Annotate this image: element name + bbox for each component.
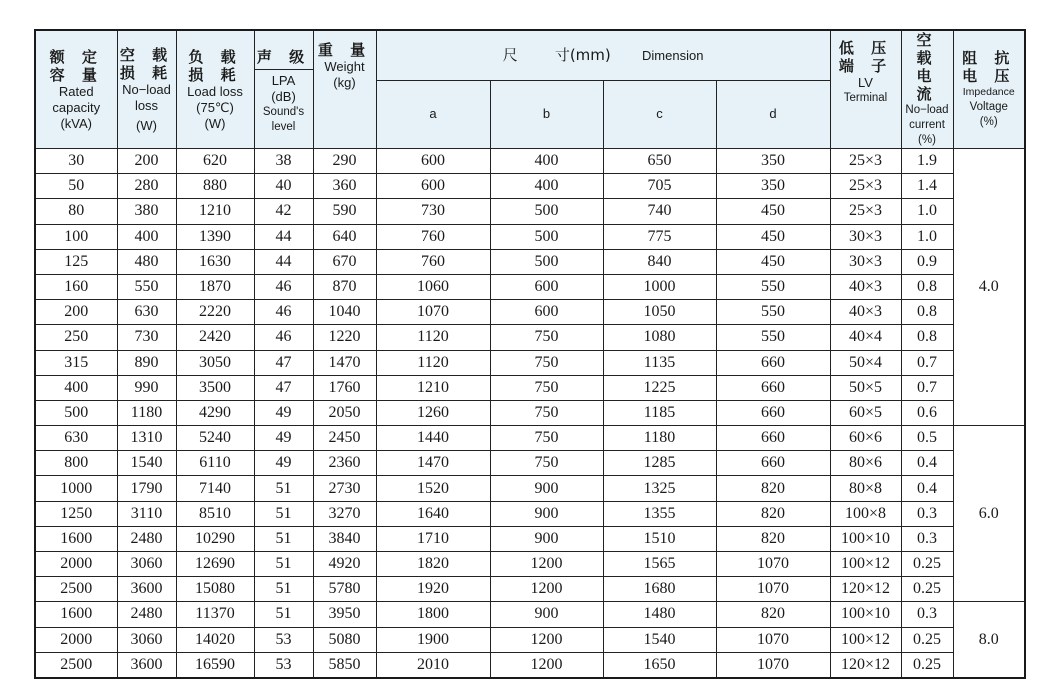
- cell-noload-current: 0.9: [901, 249, 953, 274]
- cell-noload-current: 0.8: [901, 274, 953, 299]
- cell-a: 1640: [376, 501, 490, 526]
- table-row: [35, 199, 1025, 224]
- cell-a: 1520: [376, 476, 490, 501]
- cell-load-loss: 1630: [176, 249, 254, 274]
- cell-sound: 51: [254, 476, 313, 501]
- cell-b: 750: [490, 426, 603, 451]
- cell-b: 750: [490, 375, 603, 400]
- cell-lv-terminal: 80×8: [830, 476, 901, 501]
- table-row: [35, 476, 1025, 501]
- cell-weight: 2050: [313, 400, 376, 425]
- cell-lv-terminal: 25×3: [830, 199, 901, 224]
- cell-b: 600: [490, 300, 603, 325]
- cell-sound: 38: [254, 149, 313, 174]
- cell-load-loss: 10290: [176, 526, 254, 551]
- cell-c: 840: [603, 249, 716, 274]
- cell-noload-loss: 380: [117, 199, 176, 224]
- cell-weight: 870: [313, 274, 376, 299]
- cell-d: 550: [716, 274, 830, 299]
- cell-c: 1325: [603, 476, 716, 501]
- cell-load-loss: 1870: [176, 274, 254, 299]
- cell-b: 900: [490, 501, 603, 526]
- cell-d: 1070: [716, 652, 830, 678]
- cell-b: 500: [490, 224, 603, 249]
- cell-d: 550: [716, 300, 830, 325]
- cell-load-loss: 8510: [176, 501, 254, 526]
- cell-noload-loss: 990: [117, 375, 176, 400]
- cell-b: 750: [490, 451, 603, 476]
- cell-capacity: 250: [35, 325, 117, 350]
- cell-d: 1070: [716, 552, 830, 577]
- cell-noload-current: 0.7: [901, 375, 953, 400]
- cell-c: 1650: [603, 652, 716, 678]
- cell-capacity: 200: [35, 300, 117, 325]
- cell-weight: 5780: [313, 577, 376, 602]
- cell-c: 1510: [603, 526, 716, 551]
- cell-c: 1565: [603, 552, 716, 577]
- cell-noload-loss: 730: [117, 325, 176, 350]
- cell-capacity: 630: [35, 426, 117, 451]
- table-row: [35, 224, 1025, 249]
- cell-a: 1820: [376, 552, 490, 577]
- cell-load-loss: 2420: [176, 325, 254, 350]
- cell-noload-loss: 400: [117, 224, 176, 249]
- cell-b: 400: [490, 174, 603, 199]
- cell-c: 1355: [603, 501, 716, 526]
- cell-d: 820: [716, 526, 830, 551]
- cell-sound: 46: [254, 300, 313, 325]
- table-row: [35, 627, 1025, 652]
- header-dim-d: d: [716, 80, 830, 148]
- cell-a: 1920: [376, 577, 490, 602]
- cell-noload-loss: 1310: [117, 426, 176, 451]
- cell-load-loss: 15080: [176, 577, 254, 602]
- cell-sound: 49: [254, 426, 313, 451]
- cell-sound: 40: [254, 174, 313, 199]
- cell-capacity: 125: [35, 249, 117, 274]
- cell-lv-terminal: 40×4: [830, 325, 901, 350]
- cell-weight: 1760: [313, 375, 376, 400]
- cell-capacity: 800: [35, 451, 117, 476]
- cell-d: 660: [716, 451, 830, 476]
- cell-lv-terminal: 30×3: [830, 224, 901, 249]
- cell-load-loss: 7140: [176, 476, 254, 501]
- table-row: [35, 501, 1025, 526]
- cell-load-loss: 1210: [176, 199, 254, 224]
- cell-d: 820: [716, 476, 830, 501]
- cell-noload-current: 0.3: [901, 602, 953, 627]
- cell-weight: 2360: [313, 451, 376, 476]
- cell-load-loss: 11370: [176, 602, 254, 627]
- cell-load-loss: 620: [176, 149, 254, 174]
- cell-a: 760: [376, 249, 490, 274]
- table-row: [35, 325, 1025, 350]
- cell-noload-loss: 3600: [117, 652, 176, 678]
- cell-noload-loss: 1180: [117, 400, 176, 425]
- cell-d: 450: [716, 224, 830, 249]
- spec-sheet: [34, 29, 1024, 679]
- cell-capacity: 500: [35, 400, 117, 425]
- cell-b: 1200: [490, 552, 603, 577]
- cell-b: 900: [490, 526, 603, 551]
- cell-lv-terminal: 80×6: [830, 451, 901, 476]
- cell-d: 1070: [716, 627, 830, 652]
- cell-noload-current: 0.3: [901, 526, 953, 551]
- cell-d: 550: [716, 325, 830, 350]
- cell-load-loss: 2220: [176, 300, 254, 325]
- cell-a: 2010: [376, 652, 490, 678]
- cell-a: 600: [376, 174, 490, 199]
- cell-noload-loss: 630: [117, 300, 176, 325]
- cell-noload-current: 0.4: [901, 476, 953, 501]
- cell-noload-loss: 1790: [117, 476, 176, 501]
- cell-impedance-voltage: 6.0: [953, 426, 1025, 602]
- cell-sound: 46: [254, 325, 313, 350]
- cell-lv-terminal: 60×5: [830, 400, 901, 425]
- cell-a: 1260: [376, 400, 490, 425]
- cell-noload-current: 1.9: [901, 149, 953, 174]
- header-weight: 重 量 Weight (kg): [313, 30, 376, 149]
- cell-noload-current: 0.25: [901, 552, 953, 577]
- table-row: [35, 577, 1025, 602]
- cell-a: 730: [376, 199, 490, 224]
- cell-d: 660: [716, 426, 830, 451]
- cell-a: 1800: [376, 602, 490, 627]
- cell-a: 1710: [376, 526, 490, 551]
- cell-d: 450: [716, 249, 830, 274]
- cell-sound: 53: [254, 627, 313, 652]
- table-row: [35, 552, 1025, 577]
- cell-noload-loss: 3600: [117, 577, 176, 602]
- cell-weight: 4920: [313, 552, 376, 577]
- cell-a: 1060: [376, 274, 490, 299]
- cell-c: 740: [603, 199, 716, 224]
- cell-noload-loss: 200: [117, 149, 176, 174]
- cell-sound: 49: [254, 451, 313, 476]
- cell-a: 1440: [376, 426, 490, 451]
- cell-noload-loss: 3060: [117, 627, 176, 652]
- cell-sound: 53: [254, 652, 313, 678]
- cell-load-loss: 880: [176, 174, 254, 199]
- cell-weight: 5850: [313, 652, 376, 678]
- cell-lv-terminal: 100×12: [830, 627, 901, 652]
- cell-noload-current: 0.5: [901, 426, 953, 451]
- cell-load-loss: 3050: [176, 350, 254, 375]
- cell-weight: 2730: [313, 476, 376, 501]
- cell-capacity: 2000: [35, 552, 117, 577]
- header-dim-c: c: [603, 80, 716, 148]
- cell-lv-terminal: 100×12: [830, 552, 901, 577]
- cell-c: 1050: [603, 300, 716, 325]
- cell-load-loss: 12690: [176, 552, 254, 577]
- header-load-loss: 负 载 损 耗 Load loss (75℃) (W): [176, 30, 254, 149]
- table-row: [35, 400, 1025, 425]
- cell-a: 600: [376, 149, 490, 174]
- cell-b: 750: [490, 325, 603, 350]
- header-noload-loss: 空 载 损 耗 No−load loss (W): [117, 30, 176, 149]
- table-row: [35, 249, 1025, 274]
- table-row: [35, 375, 1025, 400]
- header-dimension: 尺 寸(mm) Dimension: [376, 30, 830, 80]
- cell-capacity: 30: [35, 149, 117, 174]
- cell-c: 1000: [603, 274, 716, 299]
- cell-impedance-voltage: 4.0: [953, 149, 1025, 426]
- cell-noload-current: 0.25: [901, 577, 953, 602]
- table-header: [35, 30, 1025, 149]
- cell-capacity: 400: [35, 375, 117, 400]
- cell-lv-terminal: 25×3: [830, 174, 901, 199]
- cell-sound: 44: [254, 249, 313, 274]
- cell-weight: 1040: [313, 300, 376, 325]
- cell-impedance-voltage: 8.0: [953, 602, 1025, 678]
- cell-b: 1200: [490, 577, 603, 602]
- cell-noload-loss: 2480: [117, 526, 176, 551]
- cell-d: 660: [716, 350, 830, 375]
- cell-weight: 3950: [313, 602, 376, 627]
- table-row: [35, 652, 1025, 678]
- cell-c: 1285: [603, 451, 716, 476]
- cell-b: 500: [490, 249, 603, 274]
- cell-weight: 2450: [313, 426, 376, 451]
- cell-lv-terminal: 50×4: [830, 350, 901, 375]
- cell-a: 1470: [376, 451, 490, 476]
- cell-c: 705: [603, 174, 716, 199]
- table-row: [35, 300, 1025, 325]
- table-row: [35, 174, 1025, 199]
- cell-b: 400: [490, 149, 603, 174]
- cell-d: 660: [716, 375, 830, 400]
- cell-lv-terminal: 120×12: [830, 577, 901, 602]
- cell-capacity: 1600: [35, 602, 117, 627]
- cell-weight: 360: [313, 174, 376, 199]
- table-row: [35, 526, 1025, 551]
- cell-b: 500: [490, 199, 603, 224]
- table-row: [35, 426, 1025, 451]
- cell-noload-current: 0.6: [901, 400, 953, 425]
- cell-c: 1180: [603, 426, 716, 451]
- table-row: [35, 350, 1025, 375]
- cell-a: 1900: [376, 627, 490, 652]
- cell-weight: 5080: [313, 627, 376, 652]
- cell-capacity: 50: [35, 174, 117, 199]
- cell-c: 1080: [603, 325, 716, 350]
- cell-load-loss: 4290: [176, 400, 254, 425]
- cell-capacity: 160: [35, 274, 117, 299]
- header-dim-a: a: [376, 80, 490, 148]
- cell-a: 1070: [376, 300, 490, 325]
- transformer-spec-table: [34, 29, 1026, 679]
- cell-noload-current: 0.25: [901, 627, 953, 652]
- cell-load-loss: 16590: [176, 652, 254, 678]
- cell-noload-current: 1.4: [901, 174, 953, 199]
- cell-noload-current: 0.4: [901, 451, 953, 476]
- cell-d: 350: [716, 174, 830, 199]
- cell-c: 775: [603, 224, 716, 249]
- cell-sound: 51: [254, 526, 313, 551]
- cell-capacity: 2500: [35, 577, 117, 602]
- cell-weight: 290: [313, 149, 376, 174]
- cell-noload-current: 1.0: [901, 199, 953, 224]
- cell-c: 1185: [603, 400, 716, 425]
- cell-noload-loss: 1540: [117, 451, 176, 476]
- cell-c: 1480: [603, 602, 716, 627]
- table-row: [35, 451, 1025, 476]
- header-lv-terminal: 低 压 端 子 LV Terminal: [830, 30, 901, 149]
- cell-c: 650: [603, 149, 716, 174]
- cell-b: 1200: [490, 652, 603, 678]
- header-sound-level: 声 级 LPA (dB) Sound's level: [254, 30, 313, 149]
- cell-a: 760: [376, 224, 490, 249]
- header-dim-b: b: [490, 80, 603, 148]
- cell-lv-terminal: 40×3: [830, 274, 901, 299]
- table-row: [35, 149, 1025, 174]
- cell-sound: 47: [254, 350, 313, 375]
- cell-b: 750: [490, 350, 603, 375]
- cell-lv-terminal: 40×3: [830, 300, 901, 325]
- cell-weight: 3270: [313, 501, 376, 526]
- cell-weight: 640: [313, 224, 376, 249]
- cell-weight: 1220: [313, 325, 376, 350]
- cell-load-loss: 3500: [176, 375, 254, 400]
- cell-sound: 49: [254, 400, 313, 425]
- header-rated-capacity: 额 定 容 量 Rated capacity (kVA): [35, 30, 117, 149]
- cell-lv-terminal: 50×5: [830, 375, 901, 400]
- cell-noload-loss: 480: [117, 249, 176, 274]
- cell-lv-terminal: 100×10: [830, 526, 901, 551]
- cell-c: 1225: [603, 375, 716, 400]
- cell-lv-terminal: 30×3: [830, 249, 901, 274]
- cell-noload-loss: 3110: [117, 501, 176, 526]
- cell-capacity: 2000: [35, 627, 117, 652]
- cell-weight: 3840: [313, 526, 376, 551]
- cell-weight: 1470: [313, 350, 376, 375]
- cell-noload-current: 0.3: [901, 501, 953, 526]
- cell-c: 1135: [603, 350, 716, 375]
- table-body: [35, 149, 1025, 678]
- cell-load-loss: 1390: [176, 224, 254, 249]
- cell-a: 1210: [376, 375, 490, 400]
- header-impedance-voltage: 阻 抗 电 压 Impedance Voltage (%): [953, 30, 1025, 149]
- cell-load-loss: 14020: [176, 627, 254, 652]
- cell-noload-loss: 2480: [117, 602, 176, 627]
- cell-weight: 670: [313, 249, 376, 274]
- cell-a: 1120: [376, 350, 490, 375]
- cell-sound: 47: [254, 375, 313, 400]
- cell-c: 1680: [603, 577, 716, 602]
- cell-d: 660: [716, 400, 830, 425]
- cell-capacity: 1600: [35, 526, 117, 551]
- cell-d: 450: [716, 199, 830, 224]
- cell-load-loss: 6110: [176, 451, 254, 476]
- cell-sound: 51: [254, 501, 313, 526]
- cell-noload-current: 0.25: [901, 652, 953, 678]
- cell-b: 900: [490, 476, 603, 501]
- cell-b: 750: [490, 400, 603, 425]
- cell-lv-terminal: 120×12: [830, 652, 901, 678]
- cell-sound: 51: [254, 577, 313, 602]
- cell-sound: 51: [254, 602, 313, 627]
- cell-sound: 51: [254, 552, 313, 577]
- cell-d: 1070: [716, 577, 830, 602]
- cell-capacity: 315: [35, 350, 117, 375]
- cell-c: 1540: [603, 627, 716, 652]
- cell-noload-current: 0.8: [901, 325, 953, 350]
- cell-noload-current: 0.8: [901, 300, 953, 325]
- cell-sound: 42: [254, 199, 313, 224]
- cell-b: 900: [490, 602, 603, 627]
- cell-sound: 46: [254, 274, 313, 299]
- table-row: [35, 274, 1025, 299]
- table-row: [35, 602, 1025, 627]
- cell-d: 820: [716, 501, 830, 526]
- cell-d: 820: [716, 602, 830, 627]
- header-noload-current: 空 载 电 流 No−load current (%): [901, 30, 953, 149]
- cell-lv-terminal: 25×3: [830, 149, 901, 174]
- cell-noload-loss: 3060: [117, 552, 176, 577]
- cell-b: 1200: [490, 627, 603, 652]
- cell-capacity: 80: [35, 199, 117, 224]
- cell-lv-terminal: 60×6: [830, 426, 901, 451]
- cell-load-loss: 5240: [176, 426, 254, 451]
- cell-a: 1120: [376, 325, 490, 350]
- cell-noload-loss: 550: [117, 274, 176, 299]
- cell-lv-terminal: 100×8: [830, 501, 901, 526]
- cell-sound: 44: [254, 224, 313, 249]
- cell-noload-loss: 890: [117, 350, 176, 375]
- cell-noload-loss: 280: [117, 174, 176, 199]
- cell-d: 350: [716, 149, 830, 174]
- cell-capacity: 100: [35, 224, 117, 249]
- cell-noload-current: 1.0: [901, 224, 953, 249]
- cell-capacity: 2500: [35, 652, 117, 678]
- cell-b: 600: [490, 274, 603, 299]
- footnote-cropped: [34, 684, 1024, 693]
- cell-weight: 590: [313, 199, 376, 224]
- cell-capacity: 1000: [35, 476, 117, 501]
- cell-noload-current: 0.7: [901, 350, 953, 375]
- cell-capacity: 1250: [35, 501, 117, 526]
- cell-lv-terminal: 100×10: [830, 602, 901, 627]
